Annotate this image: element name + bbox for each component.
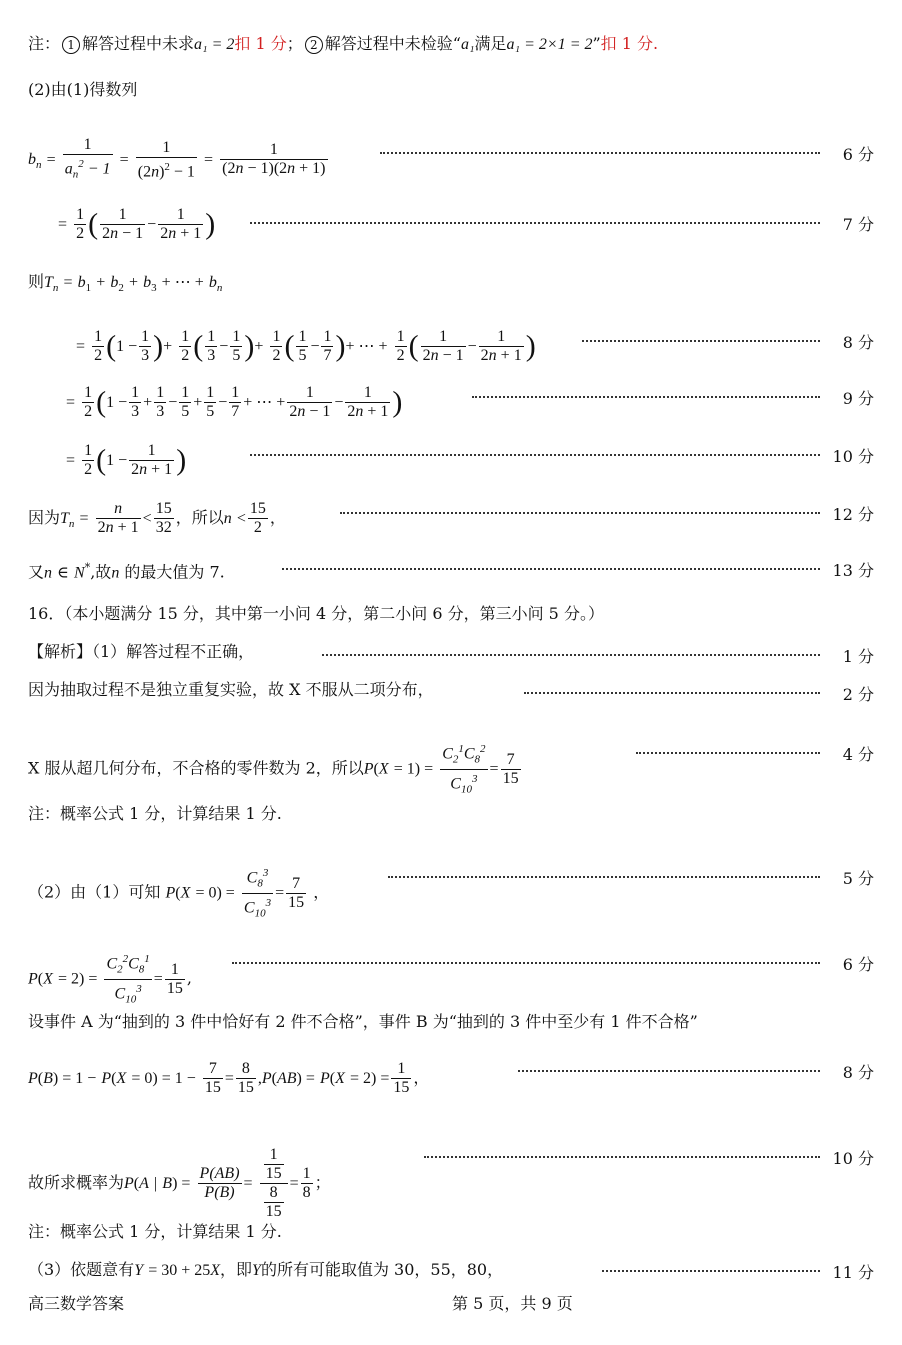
note-line-1: 注： 1 解答过程中未求a₁ = 2扣 1 分； 2 解答过程中未检验“a₁满足a₁ = 2×1 = 2”扣 1 分. (28, 34, 659, 53)
px0-line: （2）由（1）可知 P(X = 0) = $\frac{C_8^3}{C_{10}^3}$ = $\frac{7}{15}$ ， (28, 864, 329, 922)
deduction-2: 扣 1 分. (600, 34, 659, 53)
analysis-line: 【解析】（1）解答过程不正确， (28, 642, 255, 661)
score-13: 13 分 (832, 561, 874, 580)
max-n-line: 又n ∈ N*,故n 的最大值为 7. (28, 561, 225, 582)
note-line-2: 注：概率公式 1 分，计算结果 1 分. (28, 804, 282, 823)
score-9: 9 分 (842, 389, 874, 408)
note-line-3: 注：概率公式 1 分，计算结果 1 分. (28, 1222, 282, 1241)
hypergeometric-line: X 服从超几何分布，不合格的零件数为 2，所以P(X = 1) = $\frac{C_2^1C_8^2}{C_{10}^3}$ = $\frac{7}{15}$ (28, 740, 523, 798)
circled-number-1: 1 (62, 36, 80, 54)
dot-leader (282, 568, 820, 570)
inequality-line: 因为$T_n$ = $\frac{n}{2n + 1}$ < $\frac{15}{32}$ ，所以n < $\frac{15}{2}$ ， (28, 500, 286, 536)
score-1: 1 分 (842, 647, 874, 666)
dot-leader (582, 340, 820, 342)
equation-tn-combine: = $\frac{1}{2}$ (1 − $\frac{1}{3}$ + $\frac{1}{3}$ − $\frac{1}{5}$ + $\frac{1}{5}$ − $\frac{1}{7}$ + ⋯ + $\frac{1}{2n - 1}$ − $\frac{1}{2n + 1}$ ) (66, 384, 403, 420)
score-7: 7 分 (842, 215, 874, 234)
deduction-1: 扣 1 分 (234, 34, 287, 53)
pb-line: P(B) = 1 − P(X = 0) = 1 − $\frac{7}{15}$ = $\frac{8}{15}$ ,P(AB) = P(X = 2) = $\frac{1}{15}$ ， (28, 1060, 430, 1096)
conditional-probability-line: 故所求概率为P(A | B) = $\frac{P(AB)}{P(B)}$ = $\frac{\frac{1}{15}}{\frac{8}{15}}$ = $\frac{1}{8}$ ； (28, 1146, 331, 1220)
part-3-line: （3）依题意有Y = 30 + 25X，即Y的所有可能取值为 30，55，80， (28, 1260, 504, 1279)
score-11: 11 分 (832, 1263, 874, 1282)
equation-tn-expand: = $\frac{1}{2}$ (1 − $\frac{1}{3}$ )+ $\frac{1}{2}$ ( $\frac{1}{3}$ − $\frac{1}{5}$ )+ $\frac{1}{2}$ ( $\frac{1}{5}$ − $\frac{1}{7}$ )+ ⋯ + $\frac{1}{2}$ ( $\frac{1}{2n - 1}$ − $\frac{1}{2n + 1}$ ) (76, 328, 536, 364)
footer-page-number: 第 5 页，共 9 页 (452, 1294, 573, 1313)
dot-leader (388, 876, 820, 878)
dot-leader (518, 1070, 820, 1072)
score-6: 6 分 (842, 145, 874, 164)
dot-leader (380, 152, 820, 154)
equation-tn-result: = $\frac{1}{2}$ (1 − $\frac{1}{2n + 1}$ ) (66, 442, 187, 478)
dot-leader (472, 396, 820, 398)
score-5: 5 分 (842, 869, 874, 888)
dot-leader (424, 1156, 820, 1158)
dot-leader (524, 692, 820, 694)
dot-leader (250, 454, 820, 456)
dot-leader (636, 752, 820, 754)
part-2-intro: (2)由(1)得数列 (28, 80, 138, 99)
score-8: 8 分 (842, 333, 874, 352)
score-10: 10 分 (832, 447, 874, 466)
circled-number-2: 2 (305, 36, 323, 54)
score-12: 12 分 (832, 505, 874, 524)
dot-leader (250, 222, 820, 224)
equation-bn-split: = $\frac{1}{2}$ ( $\frac{1}{2n - 1}$ − $\frac{1}{2n + 1}$ ) (58, 206, 216, 242)
equation-tn-sum: 则$T_n = b_1 + b_2 + b_3$ + ⋯ + $b_n$ (28, 272, 223, 295)
dot-leader (602, 1270, 820, 1272)
score-2: 2 分 (842, 685, 874, 704)
px2-line: P(X = 2) = $\frac{C_2^2C_8^1}{C_{10}^3}$ = $\frac{1}{15}$ , (28, 950, 192, 1008)
dot-leader (232, 962, 820, 964)
score-8b: 8 分 (842, 1063, 874, 1082)
event-definition: 设事件 A 为“抽到的 3 件中恰好有 2 件不合格”，事件 B 为“抽到的 3 件中至少有 1 件不合格” (28, 1012, 698, 1031)
score-6b: 6 分 (842, 955, 874, 974)
reason-line: 因为抽取过程不是独立重复实验，故 X 不服从二项分布， (28, 680, 434, 699)
dot-leader (322, 654, 820, 656)
score-10b: 10 分 (832, 1149, 874, 1168)
footer-left: 高三数学答案 (28, 1294, 125, 1313)
equation-bn: $b_n$ = $\frac{1}{a_n^2 - 1}$ = $\frac{1}{(2n)^2 - 1}$ = $\frac{1}{(2n - 1)(2n + 1)}$ (28, 136, 326, 181)
dot-leader (340, 512, 820, 514)
question-16-header: 16．（本小题满分 15 分，其中第一小问 4 分，第二小问 6 分，第三小问 5 分。） (28, 604, 604, 623)
score-4: 4 分 (842, 745, 874, 764)
